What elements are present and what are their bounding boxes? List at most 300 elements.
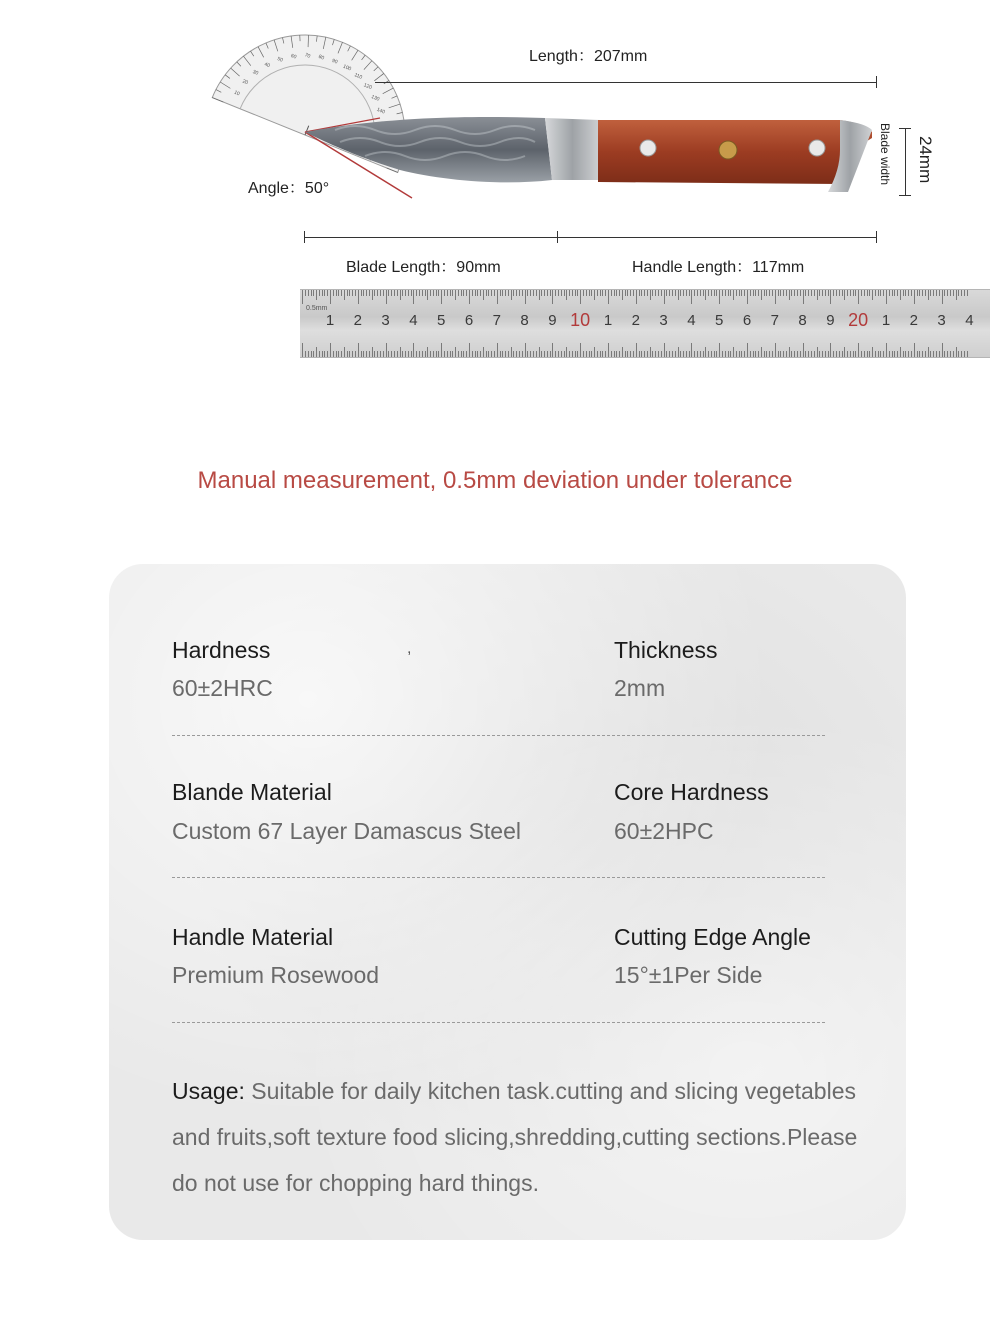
ruler-tick bbox=[905, 290, 906, 296]
ruler-tick bbox=[708, 351, 709, 357]
ruler-tick bbox=[336, 290, 337, 296]
ruler-tick bbox=[500, 290, 501, 296]
ruler-tick bbox=[652, 290, 653, 296]
ruler-tick bbox=[892, 351, 893, 357]
ruler-tick bbox=[683, 351, 684, 357]
ruler-number: 7 bbox=[770, 312, 779, 329]
ruler-tick bbox=[347, 351, 348, 357]
ruler-tick bbox=[750, 290, 751, 296]
ruler-tick bbox=[861, 351, 862, 357]
ruler-tick bbox=[316, 347, 317, 357]
ruler-tick bbox=[433, 351, 434, 357]
ruler-tick bbox=[616, 351, 617, 357]
ruler-tick bbox=[944, 290, 945, 296]
ruler-tick bbox=[741, 351, 742, 357]
ruler-tick bbox=[391, 290, 392, 296]
core-hardness-value: 60±2HPC bbox=[614, 818, 714, 844]
ruler-tick bbox=[842, 290, 843, 296]
ruler-tick bbox=[422, 290, 423, 296]
ruler-tick bbox=[427, 347, 428, 357]
ruler-tick bbox=[639, 290, 640, 296]
ruler-tick bbox=[672, 351, 673, 357]
ruler-tick bbox=[836, 351, 837, 357]
protractor-scale-mark: 100 bbox=[342, 63, 353, 73]
ruler-tick bbox=[525, 343, 526, 357]
ruler-tick bbox=[805, 290, 806, 296]
ruler-tick bbox=[880, 351, 881, 357]
ruler-tick bbox=[544, 351, 545, 357]
ruler-tick bbox=[908, 351, 909, 357]
ruler-tick bbox=[430, 351, 431, 357]
ruler-tick bbox=[475, 351, 476, 357]
ruler-tick bbox=[361, 351, 362, 357]
ruler-tick bbox=[561, 290, 562, 296]
ruler-tick bbox=[527, 351, 528, 357]
ruler-tick bbox=[388, 351, 389, 357]
ruler-tick bbox=[544, 290, 545, 296]
ruler-tick bbox=[458, 290, 459, 296]
ruler-tick bbox=[691, 290, 692, 304]
ruler-tick bbox=[686, 290, 687, 296]
ruler-tick bbox=[689, 351, 690, 357]
ruler-tick bbox=[636, 290, 637, 304]
ruler-tick bbox=[577, 290, 578, 296]
ruler-tick bbox=[950, 351, 951, 357]
ruler-tick bbox=[583, 351, 584, 357]
ruler-tick bbox=[566, 290, 567, 300]
ruler-tick bbox=[666, 290, 667, 296]
ruler-tick bbox=[786, 290, 787, 296]
ruler-tick bbox=[402, 351, 403, 357]
ruler-tick bbox=[817, 290, 818, 300]
ruler-tick bbox=[658, 290, 659, 296]
ruler-tick bbox=[703, 290, 704, 296]
ruler-tick bbox=[366, 351, 367, 357]
ruler-tick bbox=[516, 351, 517, 357]
ruler-tick bbox=[700, 290, 701, 296]
ruler-tick bbox=[872, 290, 873, 300]
ruler-tick bbox=[650, 290, 651, 300]
length-label: Length：207mm bbox=[529, 48, 648, 65]
ruler-tick bbox=[305, 351, 306, 357]
ruler-tick bbox=[886, 343, 887, 357]
ruler-tick bbox=[477, 290, 478, 296]
ruler-tick bbox=[889, 290, 890, 296]
ruler-number: 2 bbox=[909, 312, 918, 329]
ruler-tick bbox=[630, 351, 631, 357]
ruler-tick bbox=[830, 290, 831, 304]
ruler-tick bbox=[502, 290, 503, 296]
ruler-tick bbox=[867, 351, 868, 357]
ruler-tick bbox=[616, 290, 617, 296]
ruler-tick bbox=[791, 351, 792, 357]
protractor-scale-mark: 20 bbox=[241, 78, 249, 87]
ruler-tick bbox=[575, 351, 576, 357]
ruler-tick bbox=[494, 351, 495, 357]
ruler-tick bbox=[967, 351, 968, 357]
ruler-tick bbox=[911, 290, 912, 296]
ruler-tick bbox=[956, 347, 957, 357]
ruler-tick bbox=[463, 351, 464, 357]
ruler-tick bbox=[725, 290, 726, 296]
ruler-tick bbox=[330, 290, 331, 304]
ruler-tick bbox=[374, 351, 375, 357]
ruler-tick bbox=[917, 351, 918, 357]
ruler-tick bbox=[686, 351, 687, 357]
ruler-tick bbox=[580, 343, 581, 357]
ruler-tick bbox=[739, 290, 740, 296]
ruler-number: 8 bbox=[520, 312, 529, 329]
ruler-tick bbox=[411, 351, 412, 357]
ruler-tick bbox=[516, 290, 517, 296]
ruler-tick bbox=[911, 351, 912, 357]
ruler-tick bbox=[964, 290, 965, 296]
protractor-scale-mark: 90 bbox=[330, 57, 339, 66]
ruler-tick bbox=[880, 290, 881, 296]
ruler-tick bbox=[853, 351, 854, 357]
ruler-tick bbox=[939, 351, 940, 357]
ruler-tick bbox=[919, 351, 920, 357]
ruler-number: 3 bbox=[937, 312, 946, 329]
ruler-tick bbox=[519, 290, 520, 296]
ruler-number: 20 bbox=[848, 310, 869, 330]
ruler-tick bbox=[583, 290, 584, 296]
ruler-tick bbox=[728, 351, 729, 357]
mosaic-pin bbox=[719, 141, 737, 159]
ruler-tick bbox=[903, 290, 904, 296]
ruler-tick bbox=[864, 351, 865, 357]
ruler-tick bbox=[747, 343, 748, 357]
ruler-tick bbox=[313, 351, 314, 357]
ruler-tick bbox=[647, 290, 648, 296]
ruler-tick bbox=[716, 290, 717, 296]
ruler-tick bbox=[797, 351, 798, 357]
ruler-tick bbox=[627, 351, 628, 357]
ruler-tick bbox=[783, 290, 784, 296]
ruler-tick bbox=[828, 290, 829, 296]
ruler-tick bbox=[897, 290, 898, 296]
ruler-tick bbox=[383, 290, 384, 296]
ruler-tick bbox=[452, 351, 453, 357]
ruler-tick bbox=[908, 290, 909, 296]
ruler-tick bbox=[566, 347, 567, 357]
ruler-unit-label: 0.5mm bbox=[306, 305, 328, 312]
ruler-tick bbox=[858, 343, 859, 357]
ruler-tick bbox=[586, 351, 587, 357]
ruler-tick bbox=[919, 290, 920, 296]
ruler-tick bbox=[803, 290, 804, 304]
ruler-tick bbox=[313, 290, 314, 296]
ruler-number: 9 bbox=[548, 312, 557, 329]
ruler-tick bbox=[427, 290, 428, 300]
ruler-tick bbox=[391, 351, 392, 357]
ruler-tick bbox=[669, 351, 670, 357]
ruler-number: 9 bbox=[826, 312, 835, 329]
ruler-tick bbox=[577, 351, 578, 357]
ruler-tick bbox=[600, 290, 601, 296]
ruler-tick bbox=[413, 343, 414, 357]
ruler-tick bbox=[928, 347, 929, 357]
ruler-tick bbox=[569, 351, 570, 357]
ruler-tick bbox=[488, 351, 489, 357]
ruler-tick bbox=[333, 290, 334, 296]
ruler-tick bbox=[844, 347, 845, 357]
ruler-tick bbox=[558, 290, 559, 296]
ruler-tick bbox=[561, 351, 562, 357]
ruler-tick bbox=[833, 290, 834, 296]
ruler-tick bbox=[539, 347, 540, 357]
spec-card bbox=[109, 564, 906, 1240]
ruler-tick bbox=[541, 351, 542, 357]
ruler-tick bbox=[425, 290, 426, 296]
ruler-tick bbox=[586, 290, 587, 296]
ruler-tick bbox=[894, 290, 895, 296]
blade-width-label-wrap bbox=[878, 123, 898, 203]
ruler-tick bbox=[422, 351, 423, 357]
ruler-tick bbox=[355, 290, 356, 296]
rivet bbox=[809, 140, 825, 156]
ruler-tick bbox=[608, 290, 609, 304]
ruler-tick bbox=[555, 351, 556, 357]
ruler-tick bbox=[867, 290, 868, 296]
ruler-tick bbox=[486, 290, 487, 296]
ruler-tick bbox=[333, 351, 334, 357]
ruler-tick bbox=[800, 351, 801, 357]
divider bbox=[172, 877, 825, 878]
ruler-tick bbox=[408, 290, 409, 296]
ruler-tick bbox=[811, 290, 812, 296]
ruler-tick bbox=[730, 290, 731, 296]
ruler-tick bbox=[594, 290, 595, 300]
ruler-tick bbox=[761, 347, 762, 357]
ruler-tick bbox=[513, 351, 514, 357]
ruler-tick bbox=[830, 343, 831, 357]
ruler-tick bbox=[961, 290, 962, 296]
ruler-tick bbox=[455, 347, 456, 357]
ruler-tick bbox=[511, 347, 512, 357]
ruler-tick bbox=[564, 351, 565, 357]
ruler-tick bbox=[744, 351, 745, 357]
ruler-tick bbox=[469, 290, 470, 304]
ruler-tick bbox=[500, 351, 501, 357]
ruler-tick bbox=[441, 290, 442, 304]
ruler-tick bbox=[633, 351, 634, 357]
ruler-tick bbox=[614, 290, 615, 296]
ruler-tick bbox=[324, 290, 325, 296]
protractor-scale-mark: 50 bbox=[276, 56, 284, 64]
ruler-tick bbox=[394, 351, 395, 357]
ruler-tick bbox=[611, 290, 612, 296]
ruler-tick bbox=[850, 351, 851, 357]
blade-material-value: Custom 67 Layer Damascus Steel bbox=[172, 818, 521, 844]
ruler-tick bbox=[511, 290, 512, 300]
ruler-tick bbox=[458, 351, 459, 357]
ruler-tick bbox=[786, 351, 787, 357]
ruler-tick bbox=[933, 290, 934, 296]
ruler-tick bbox=[408, 351, 409, 357]
ruler-tick bbox=[483, 290, 484, 300]
ruler-tick bbox=[430, 290, 431, 296]
ruler-tick bbox=[433, 290, 434, 296]
ruler-tick bbox=[711, 290, 712, 296]
ruler-tick bbox=[741, 290, 742, 296]
ruler-tick bbox=[397, 351, 398, 357]
ruler-tick bbox=[753, 290, 754, 296]
ruler-tick bbox=[950, 290, 951, 296]
ruler-tick bbox=[791, 290, 792, 296]
ruler-tick bbox=[486, 351, 487, 357]
ruler-tick bbox=[772, 290, 773, 296]
ruler-tick bbox=[644, 290, 645, 296]
hardness-value: 60±2HRC bbox=[172, 675, 273, 701]
steel-ruler bbox=[300, 289, 990, 358]
ruler-tick bbox=[536, 351, 537, 357]
ruler-tick bbox=[461, 351, 462, 357]
ruler-tick bbox=[341, 351, 342, 357]
length-dimension-line bbox=[375, 82, 877, 83]
ruler-tick bbox=[361, 290, 362, 296]
ruler-tick bbox=[305, 290, 306, 296]
ruler-tick bbox=[861, 290, 862, 296]
ruler-tick bbox=[641, 290, 642, 296]
ruler-tick bbox=[308, 351, 309, 357]
ruler-tick bbox=[766, 351, 767, 357]
ruler-tick bbox=[605, 290, 606, 296]
ruler-tick bbox=[808, 290, 809, 296]
ruler-number: 6 bbox=[742, 312, 752, 329]
ruler-tick bbox=[463, 290, 464, 296]
ruler-tick bbox=[488, 290, 489, 296]
ruler-tick bbox=[450, 290, 451, 296]
ruler-tick bbox=[349, 351, 350, 357]
ruler-tick bbox=[625, 290, 626, 296]
ruler-tick bbox=[652, 351, 653, 357]
ruler-tick bbox=[758, 351, 759, 357]
ruler-tick bbox=[594, 347, 595, 357]
ruler-tick bbox=[347, 290, 348, 296]
ruler-tick bbox=[472, 290, 473, 296]
divider bbox=[172, 735, 825, 736]
ruler-tick bbox=[438, 290, 439, 296]
ruler-tick bbox=[355, 351, 356, 357]
ruler-tick bbox=[564, 290, 565, 296]
ruler-tick bbox=[497, 290, 498, 304]
ruler-tick bbox=[522, 290, 523, 296]
ruler-tick bbox=[708, 290, 709, 296]
ruler-tick bbox=[461, 290, 462, 296]
ruler-tick bbox=[513, 290, 514, 296]
ruler-tick bbox=[477, 351, 478, 357]
ruler-tick bbox=[903, 351, 904, 357]
ruler-tick bbox=[769, 351, 770, 357]
ruler-tick bbox=[327, 290, 328, 296]
ruler-tick bbox=[555, 290, 556, 296]
ruler-tick bbox=[611, 351, 612, 357]
ruler-tick bbox=[308, 290, 309, 296]
ruler-tick bbox=[747, 290, 748, 304]
ruler-tick bbox=[850, 290, 851, 296]
ruler-tick bbox=[958, 351, 959, 357]
ruler-tick bbox=[494, 290, 495, 296]
angle-label: Angle：50° bbox=[248, 180, 330, 197]
ruler-tick bbox=[697, 351, 698, 357]
blade-handle-dimension-line bbox=[304, 237, 877, 238]
ruler-tick bbox=[794, 351, 795, 357]
ruler-tick bbox=[825, 351, 826, 357]
protractor-scale-mark: 40 bbox=[263, 61, 271, 70]
ruler-tick bbox=[480, 351, 481, 357]
ruler-tick bbox=[853, 290, 854, 296]
ruler-tick bbox=[736, 290, 737, 296]
ruler-tick bbox=[530, 290, 531, 296]
rivet bbox=[640, 140, 656, 156]
blade-length-label: Blade Length：90mm bbox=[346, 259, 501, 276]
ruler-tick bbox=[714, 351, 715, 357]
ruler-tick bbox=[349, 290, 350, 296]
ruler-tick bbox=[775, 290, 776, 304]
ruler-tick bbox=[814, 351, 815, 357]
ruler-tick bbox=[772, 351, 773, 357]
ruler-tick bbox=[750, 351, 751, 357]
ruler-tick bbox=[550, 290, 551, 296]
ruler-tick bbox=[705, 290, 706, 300]
ruler-tick bbox=[855, 351, 856, 357]
ruler-tick bbox=[394, 290, 395, 296]
ruler-tick bbox=[953, 290, 954, 296]
ruler-tick bbox=[447, 290, 448, 296]
ruler-tick bbox=[475, 290, 476, 296]
ruler-tick bbox=[550, 351, 551, 357]
ruler-tick bbox=[519, 351, 520, 357]
ruler-tick bbox=[847, 351, 848, 357]
ruler-tick bbox=[758, 290, 759, 296]
ruler-tick bbox=[377, 290, 378, 296]
usage-text: Suitable for daily kitchen task.cutting and slicing vegetables and fruits,soft texture food slicing,shredding,cutting sections.Please do not use for chopping hard things. bbox=[172, 1078, 858, 1196]
ruler-number: 4 bbox=[687, 312, 696, 329]
ruler-tick bbox=[591, 290, 592, 296]
ruler-tick bbox=[363, 290, 364, 296]
ruler-tick bbox=[541, 290, 542, 296]
ruler-tick bbox=[641, 351, 642, 357]
ruler-tick bbox=[622, 290, 623, 300]
ruler-tick bbox=[547, 351, 548, 357]
ruler-tick bbox=[639, 351, 640, 357]
ruler-tick bbox=[714, 290, 715, 296]
ruler-tick bbox=[675, 290, 676, 296]
ruler-number: 1 bbox=[325, 312, 335, 329]
ruler-tick bbox=[928, 290, 929, 300]
ruler-tick bbox=[605, 351, 606, 357]
ruler-tick bbox=[374, 290, 375, 296]
protractor-scale-mark: 110 bbox=[353, 72, 363, 81]
ruler-tick bbox=[666, 351, 667, 357]
ruler-tick bbox=[436, 290, 437, 296]
ruler-tick bbox=[533, 351, 534, 357]
ruler-tick bbox=[402, 290, 403, 296]
ruler-tick bbox=[766, 290, 767, 296]
blade-material-label: Blande Material bbox=[172, 779, 332, 805]
ruler-tick bbox=[697, 290, 698, 296]
ruler-tick bbox=[683, 290, 684, 296]
ruler-tick bbox=[366, 290, 367, 296]
ruler-tick bbox=[808, 351, 809, 357]
ruler-tick bbox=[803, 343, 804, 357]
ruler-tick bbox=[580, 290, 581, 304]
ruler-tick bbox=[664, 290, 665, 304]
divider bbox=[172, 1022, 825, 1023]
ruler-tick bbox=[400, 347, 401, 357]
ruler-tick bbox=[705, 347, 706, 357]
